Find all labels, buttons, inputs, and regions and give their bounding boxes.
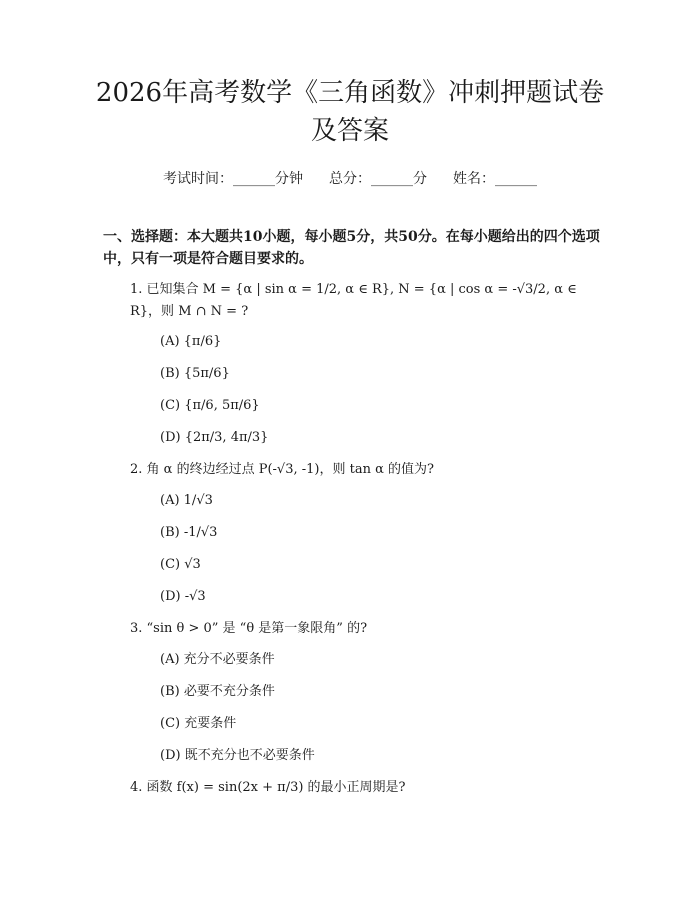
question-1-option-d: (D) {2π/3, 4π/3} (160, 430, 269, 445)
question-1-option-c: (C) {π/6, 5π/6} (160, 398, 260, 413)
question-3-option-d: (D) 既不充分也不必要条件 (160, 748, 315, 763)
exam-meta (0, 169, 700, 189)
total-score-field: 总分：______分 (329, 171, 427, 187)
question-2-stem: 2. 角 α 的终边经过点 P(-√3, -1)，则 tan α 的值为? (130, 462, 434, 477)
question-2-option-c: (C) √3 (160, 557, 201, 572)
exam-title: 2026年高考数学《三角函数》冲刺押题试卷及答案 (95, 78, 605, 146)
question-4-stem: 4. 函数 f(x) = sin(2x + π/3) 的最小正周期是? (130, 780, 406, 795)
question-3-stem: 3. “sin θ > 0” 是 “θ 是第一象限角” 的? (130, 621, 368, 636)
section-heading-choice: 一、选择题：本大题共10小题，每小题5分，共50分。在每小题给出的四个选项中，只有一项是符合题目要求的。 (103, 229, 600, 267)
question-2-option-a: (A) 1/√3 (160, 493, 213, 508)
question-3-option-c: (C) 充要条件 (160, 716, 237, 731)
question-2-option-b: (B) -1/√3 (160, 525, 218, 540)
question-2-option-d: (D) -√3 (160, 589, 206, 604)
question-1-option-b: (B) {5π/6} (160, 366, 230, 381)
exam-time-field: 考试时间：______分钟 (163, 171, 303, 187)
question-1-option-a: (A) {π/6} (160, 334, 222, 349)
question-3-option-b: (B) 必要不充分条件 (160, 684, 275, 699)
question-3-option-a: (A) 充分不必要条件 (160, 652, 275, 667)
name-field: 姓名：______ (453, 171, 537, 187)
question-1-stem: 1. 已知集合 M = {α | sin α = 1/2, α ∈ R}, N = {α | cos α = -√3/2, α ∈ R}，则 M ∩ N = ? (130, 282, 577, 319)
